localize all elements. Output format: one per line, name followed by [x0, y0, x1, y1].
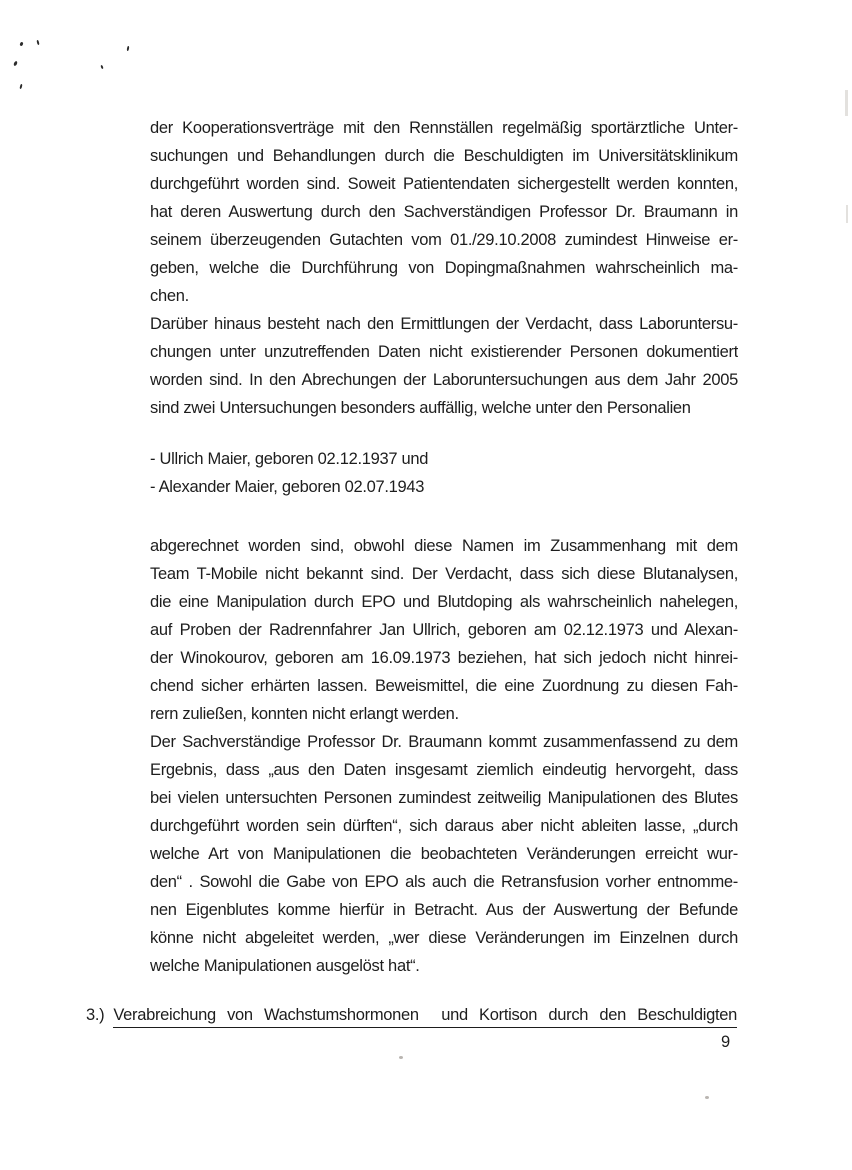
text-line: seinem überzeugenden Gutachten vom 01./29.10.2008 zumindest Hinweise er- [150, 231, 738, 249]
text-line: Team T-Mobile nicht bekannt sind. Der Verdacht, dass sich diese Blutanalysen, [150, 565, 738, 583]
paragraph-1 [150, 114, 738, 310]
text-line: rern zuließen, konnten nicht erlangt werden. [150, 705, 459, 723]
scan-speck [36, 40, 39, 45]
text-line: auf Proben der Radrennfahrer Jan Ullrich, geboren am 02.12.1973 und Alexan- [150, 621, 738, 639]
text-line: worden sind. In den Abrechungen der Laboruntersuchungen aus dem Jahr 2005 [150, 371, 738, 389]
page-number: 9 [721, 1033, 731, 1051]
scan-edge-streak [845, 90, 848, 116]
text-line: hat deren Auswertung durch den Sachverständigen Professor Dr. Braumann in [150, 203, 738, 221]
text-line: der Kooperationsverträge mit den Rennställen regelmäßig sportärztliche Unter- [150, 119, 738, 137]
text-line: könne nicht abgeleitet werden, „wer diese Veränderungen im Einzelnen durch [150, 929, 738, 947]
scan-speck [19, 42, 23, 47]
section-title: Verabreichung von Wachstumshormonen und Kortison durch den Beschuldigten [113, 1004, 737, 1028]
paragraph-4 [150, 728, 738, 980]
scan-speck [399, 1056, 403, 1059]
text-line: geben, welche die Durchführung von Dopingmaßnahmen wahrscheinlich ma- [150, 259, 738, 277]
text-line: chen. [150, 287, 189, 305]
text-line: Darüber hinaus besteht nach den Ermittlungen der Verdacht, dass Laboruntersu- [150, 315, 738, 333]
text-line: durchgeführt worden sein dürften“, sich daraus aber nicht ableiten lasse, „durch [150, 817, 738, 835]
scan-speck [705, 1096, 709, 1099]
scan-speck [19, 84, 22, 89]
list-item: - Alexander Maier, geboren 02.07.1943 [150, 478, 425, 496]
text-line: der Winokourov, geboren am 16.09.1973 beziehen, hat sich jedoch nicht hinrei- [150, 649, 738, 667]
text-line: Ergebnis, dass „aus den Daten insgesamt ziemlich eindeutig hervorgeht, dass [150, 761, 738, 779]
text-line: chungen unter unzutreffenden Daten nicht existierender Personen dokumentiert [150, 343, 738, 361]
text-line: welche Art von Manipulationen die beobachteten Veränderungen erreicht wur- [150, 845, 738, 863]
text-line: Der Sachverständige Professor Dr. Braumann kommt zusammenfassend zu dem [150, 733, 738, 751]
section-heading [86, 1004, 737, 1028]
text-line: bei vielen untersuchten Personen zumindest zeitweilig Manipulationen des Blutes [150, 789, 738, 807]
scan-speck [127, 46, 130, 51]
text-line: suchungen und Behandlungen durch die Beschuldigten im Universitätsklinikum [150, 147, 738, 165]
paragraph-3 [150, 532, 738, 728]
scan-speck [100, 65, 103, 69]
document-body [150, 114, 738, 980]
name-list [150, 445, 738, 501]
text-line: durchgeführt worden sind. Soweit Patientendaten sichergestellt werden konnten, [150, 175, 738, 193]
text-line: den“ . Sowohl die Gabe von EPO als auch die Retransfusion vorher entnomme- [150, 873, 738, 891]
paragraph-2 [150, 310, 738, 422]
section-number: 3.) [86, 1006, 105, 1024]
text-line: die eine Manipulation durch EPO und Blutdoping als wahrscheinlich nahelegen, [150, 593, 738, 611]
text-line: abgerechnet worden sind, obwohl diese Namen im Zusammenhang mit dem [150, 537, 738, 555]
text-line: welche Manipulationen ausgelöst hat“. [150, 957, 420, 975]
text-line: nen Eigenblutes komme hierfür in Betracht. Aus der Auswertung der Befunde [150, 901, 738, 919]
scan-edge-streak [846, 205, 848, 223]
scan-speck [13, 61, 18, 67]
list-item: - Ullrich Maier, geboren 02.12.1937 und [150, 450, 429, 468]
text-line: chend sicher erhärten lassen. Beweismittel, die eine Zuordnung zu diesen Fah- [150, 677, 738, 695]
text-line: sind zwei Untersuchungen besonders auffällig, welche unter den Personalien [150, 399, 691, 417]
